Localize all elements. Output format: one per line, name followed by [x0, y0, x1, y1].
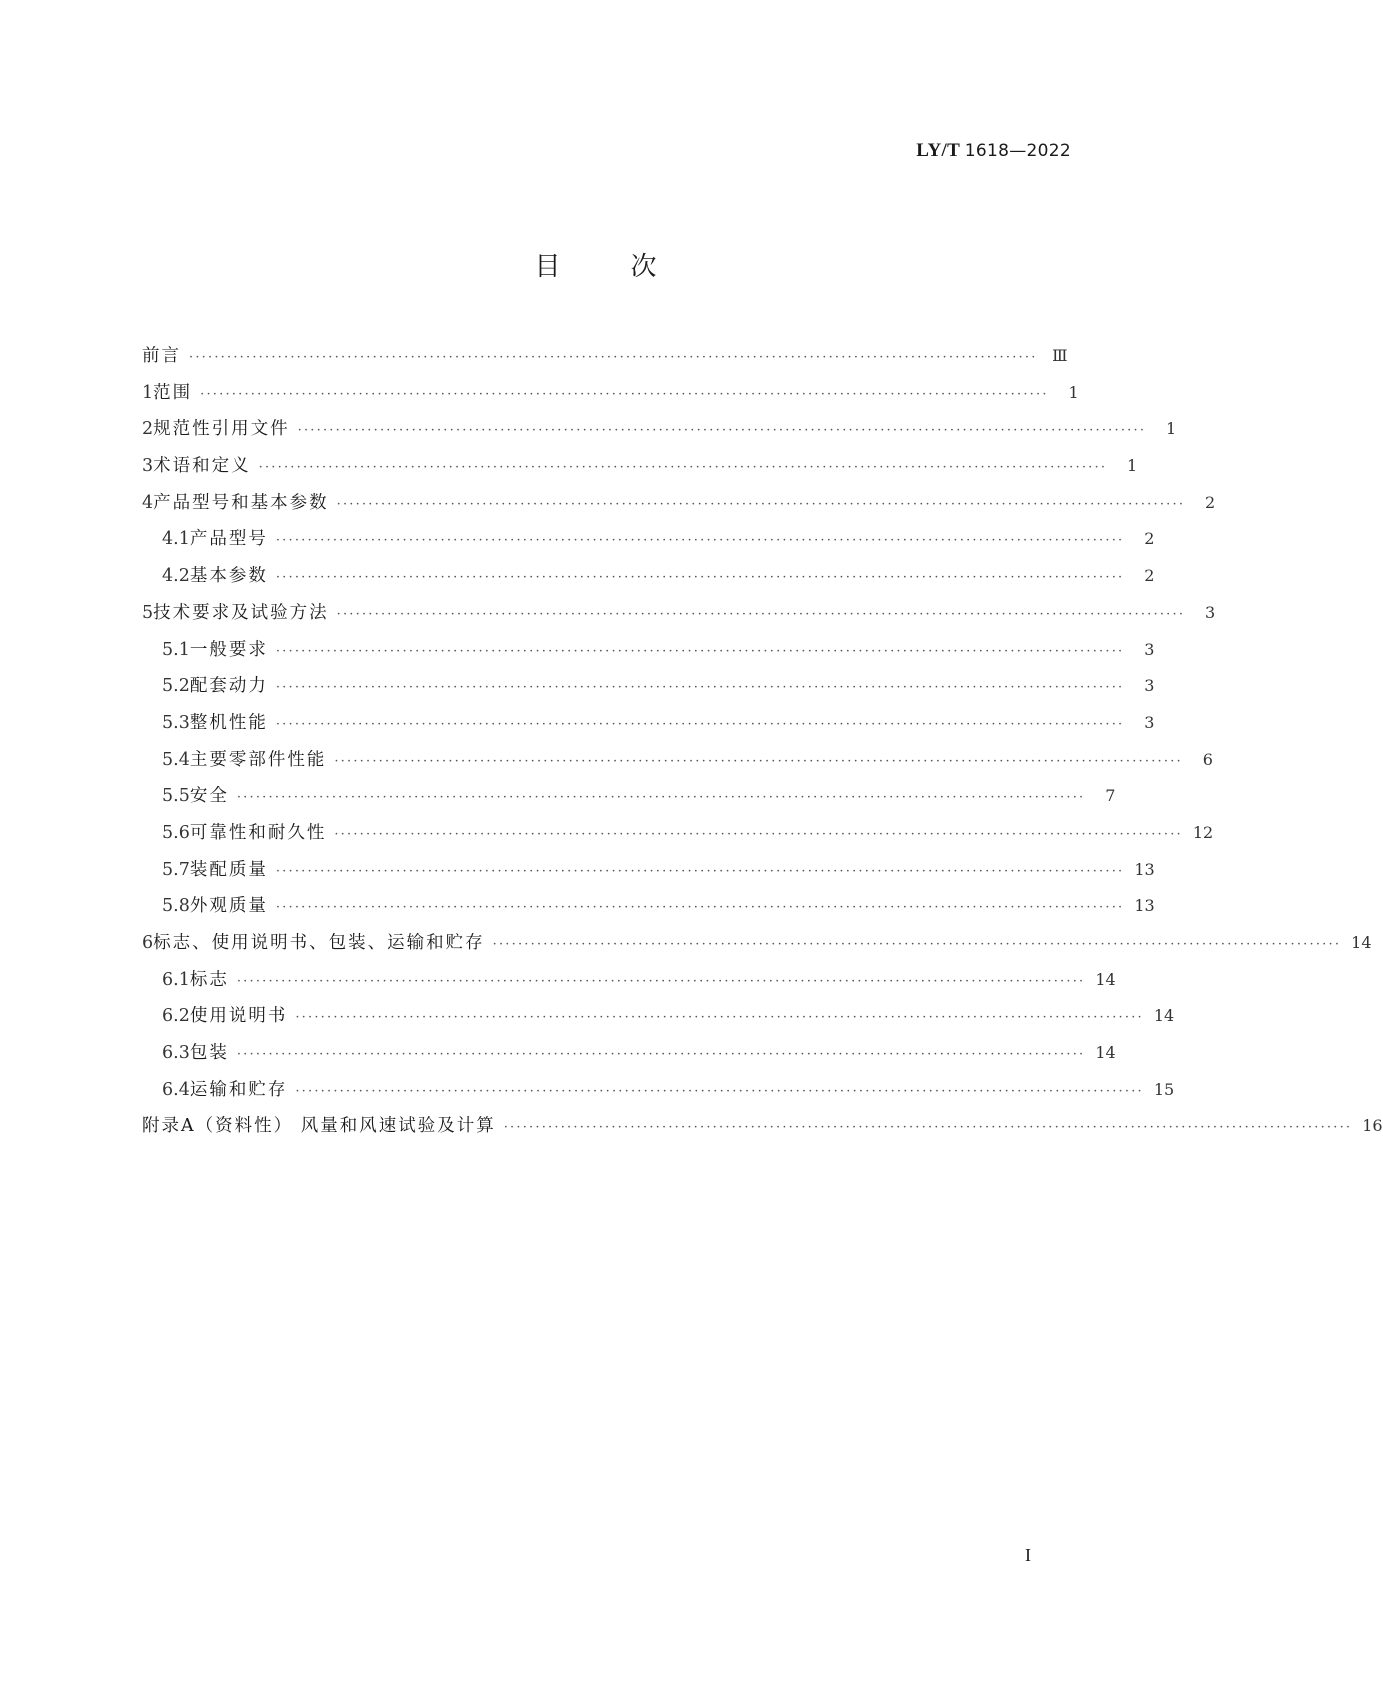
toc-entry-title: 标志、使用说明书、包装、运输和贮存 — [153, 933, 485, 953]
toc-entry-title: 装配质量 — [189, 859, 268, 880]
toc-entry[interactable] — [142, 632, 1155, 669]
toc-entry-title: 整机性能 — [189, 712, 268, 733]
toc-entry-title: 基本参数 — [189, 566, 268, 587]
toc-entry[interactable] — [142, 375, 1079, 412]
toc-entry-number: 5.7 — [162, 859, 190, 880]
toc-entry-page: 3 — [1144, 712, 1155, 732]
toc-entry-page: 14 — [1153, 1006, 1175, 1026]
toc-entry-title: 主要零部件性能 — [189, 749, 327, 770]
table-of-contents — [142, 338, 1383, 1145]
toc-leader-dots: ······································································································································ — [236, 790, 1086, 806]
toc-entry-title: 一般要求 — [189, 639, 268, 660]
toc-leader-dots: ······································································································································ — [258, 460, 1108, 476]
toc-entry-page: Ⅲ — [1052, 346, 1068, 365]
toc-entry[interactable] — [142, 338, 1068, 375]
toc-entry-title: 外观质量 — [189, 896, 268, 917]
toc-entry-number: 3 — [142, 456, 154, 477]
toc-leader-dots: ······································································································································ — [236, 1047, 1086, 1063]
toc-entry-page: 6 — [1202, 749, 1213, 769]
toc-entry[interactable] — [142, 411, 1177, 448]
toc-entry-title: 附录A（资料性） 风量和风速试验及计算 — [142, 1116, 496, 1137]
toc-entry-page: 3 — [1144, 676, 1155, 696]
toc-entry-number: 5.4 — [162, 749, 190, 770]
toc-entry-title: 产品型号和基本参数 — [153, 492, 329, 513]
toc-entry-title: 术语和定义 — [153, 456, 251, 477]
toc-leader-dots: ······································································································································ — [336, 606, 1186, 622]
toc-leader-dots: ······································································································································ — [275, 716, 1125, 732]
toc-entry-page: 1 — [1126, 456, 1138, 476]
toc-entry-title: 标志 — [189, 969, 229, 990]
toc-entry-number: 6.2 — [162, 1006, 190, 1027]
toc-entry[interactable] — [142, 705, 1155, 742]
toc-entry-title: 包装 — [189, 1043, 229, 1064]
toc-entry[interactable] — [142, 888, 1155, 925]
toc-entry-page: 3 — [1144, 639, 1155, 659]
toc-entry-page: 13 — [1134, 859, 1155, 879]
toc-leader-dots: ······································································································································ — [275, 680, 1125, 696]
toc-entry-title: 规范性引用文件 — [153, 419, 290, 440]
toc-entry-number: 5.8 — [162, 896, 190, 917]
toc-entry[interactable] — [142, 852, 1155, 889]
standard-code — [916, 140, 1071, 162]
toc-leader-dots: ······································································································································ — [189, 350, 1038, 365]
page-title: 目次 — [534, 252, 727, 282]
toc-leader-dots: ······································································································································ — [334, 826, 1183, 842]
toc-entry[interactable] — [142, 448, 1138, 485]
toc-leader-dots: ······································································································································ — [236, 973, 1086, 989]
toc-leader-dots: ······································································································································ — [275, 533, 1125, 549]
toc-entry-page: 3 — [1204, 602, 1216, 622]
standard-code-prefix: LY/T — [916, 140, 960, 161]
toc-entry[interactable] — [142, 1035, 1116, 1072]
toc-entry-title: 范围 — [153, 382, 193, 403]
toc-leader-dots: ······································································································································ — [295, 1010, 1144, 1026]
toc-entry[interactable] — [142, 521, 1155, 558]
toc-leader-dots: ······································································································································ — [336, 496, 1186, 512]
toc-entry[interactable] — [142, 778, 1116, 815]
toc-entry[interactable] — [142, 595, 1216, 632]
toc-entry[interactable] — [142, 1072, 1175, 1109]
toc-entry-title: 技术要求及试验方法 — [153, 602, 329, 623]
toc-entry[interactable] — [142, 925, 1372, 962]
toc-entry-page: 16 — [1362, 1116, 1383, 1136]
toc-entry[interactable] — [142, 962, 1116, 999]
toc-entry[interactable] — [142, 815, 1214, 852]
toc-entry[interactable] — [142, 558, 1155, 595]
toc-entry-number: 4 — [142, 492, 154, 513]
toc-entry-number: 6 — [142, 933, 154, 953]
toc-entry-page: 7 — [1105, 786, 1116, 806]
toc-leader-dots: ······································································································································ — [503, 1120, 1353, 1136]
toc-entry-page: 1 — [1068, 382, 1079, 402]
toc-entry-page: 14 — [1095, 1043, 1116, 1063]
toc-entry-page: 2 — [1144, 566, 1155, 586]
toc-entry-page: 14 — [1095, 969, 1116, 989]
toc-entry-title: 运输和贮存 — [189, 1079, 288, 1100]
toc-entry-number: 6.1 — [162, 969, 190, 990]
toc-entry[interactable] — [142, 485, 1216, 522]
toc-entry-title: 前言 — [142, 346, 181, 366]
toc-entry-page: 14 — [1351, 933, 1372, 952]
toc-entry-title: 产品型号 — [189, 529, 268, 550]
toc-entry-number: 4.2 — [162, 566, 190, 587]
toc-entry-page: 15 — [1153, 1079, 1175, 1099]
toc-entry-page: 13 — [1134, 896, 1155, 916]
toc-leader-dots: ······································································································································ — [492, 937, 1342, 952]
toc-leader-dots: ······································································································································ — [275, 643, 1125, 659]
toc-entry-number: 6.3 — [162, 1043, 190, 1064]
toc-entry[interactable] — [142, 1108, 1383, 1145]
toc-entry-page: 2 — [1204, 492, 1216, 512]
page-number: I — [1025, 1545, 1031, 1565]
toc-entry-page: 12 — [1192, 822, 1214, 842]
toc-entry-number: 5 — [142, 602, 154, 623]
toc-leader-dots: ······································································································································ — [275, 863, 1125, 879]
toc-entry-number: 5.3 — [162, 712, 190, 733]
toc-entry[interactable] — [142, 998, 1175, 1035]
toc-entry-number: 1 — [142, 382, 154, 403]
toc-leader-dots: ······································································································································ — [200, 386, 1049, 402]
toc-leader-dots: ······································································································································ — [334, 753, 1183, 769]
toc-entry-number: 6.4 — [162, 1079, 190, 1100]
toc-entry-title: 安全 — [189, 786, 229, 807]
toc-entry-number: 2 — [142, 419, 154, 440]
toc-entry-number: 5.2 — [162, 676, 190, 697]
toc-entry[interactable] — [142, 742, 1213, 779]
toc-entry-number: 4.1 — [162, 529, 190, 550]
toc-leader-dots: ······································································································································ — [295, 1083, 1144, 1099]
toc-entry-title: 配套动力 — [189, 676, 268, 697]
toc-entry-page: 1 — [1165, 419, 1177, 439]
toc-entry-page: 2 — [1144, 529, 1155, 549]
toc-leader-dots: ······································································································································ — [297, 423, 1147, 439]
toc-leader-dots: ······································································································································ — [275, 900, 1125, 916]
toc-entry-title: 可靠性和耐久性 — [189, 822, 327, 843]
toc-entry-title: 使用说明书 — [189, 1006, 288, 1027]
standard-code-number: 1618—2022 — [964, 141, 1071, 161]
toc-entry[interactable] — [142, 668, 1155, 705]
toc-entry-number: 5.6 — [162, 822, 190, 843]
toc-leader-dots: ······································································································································ — [275, 570, 1125, 586]
toc-entry-number: 5.1 — [162, 639, 190, 660]
toc-entry-number: 5.5 — [162, 786, 190, 807]
